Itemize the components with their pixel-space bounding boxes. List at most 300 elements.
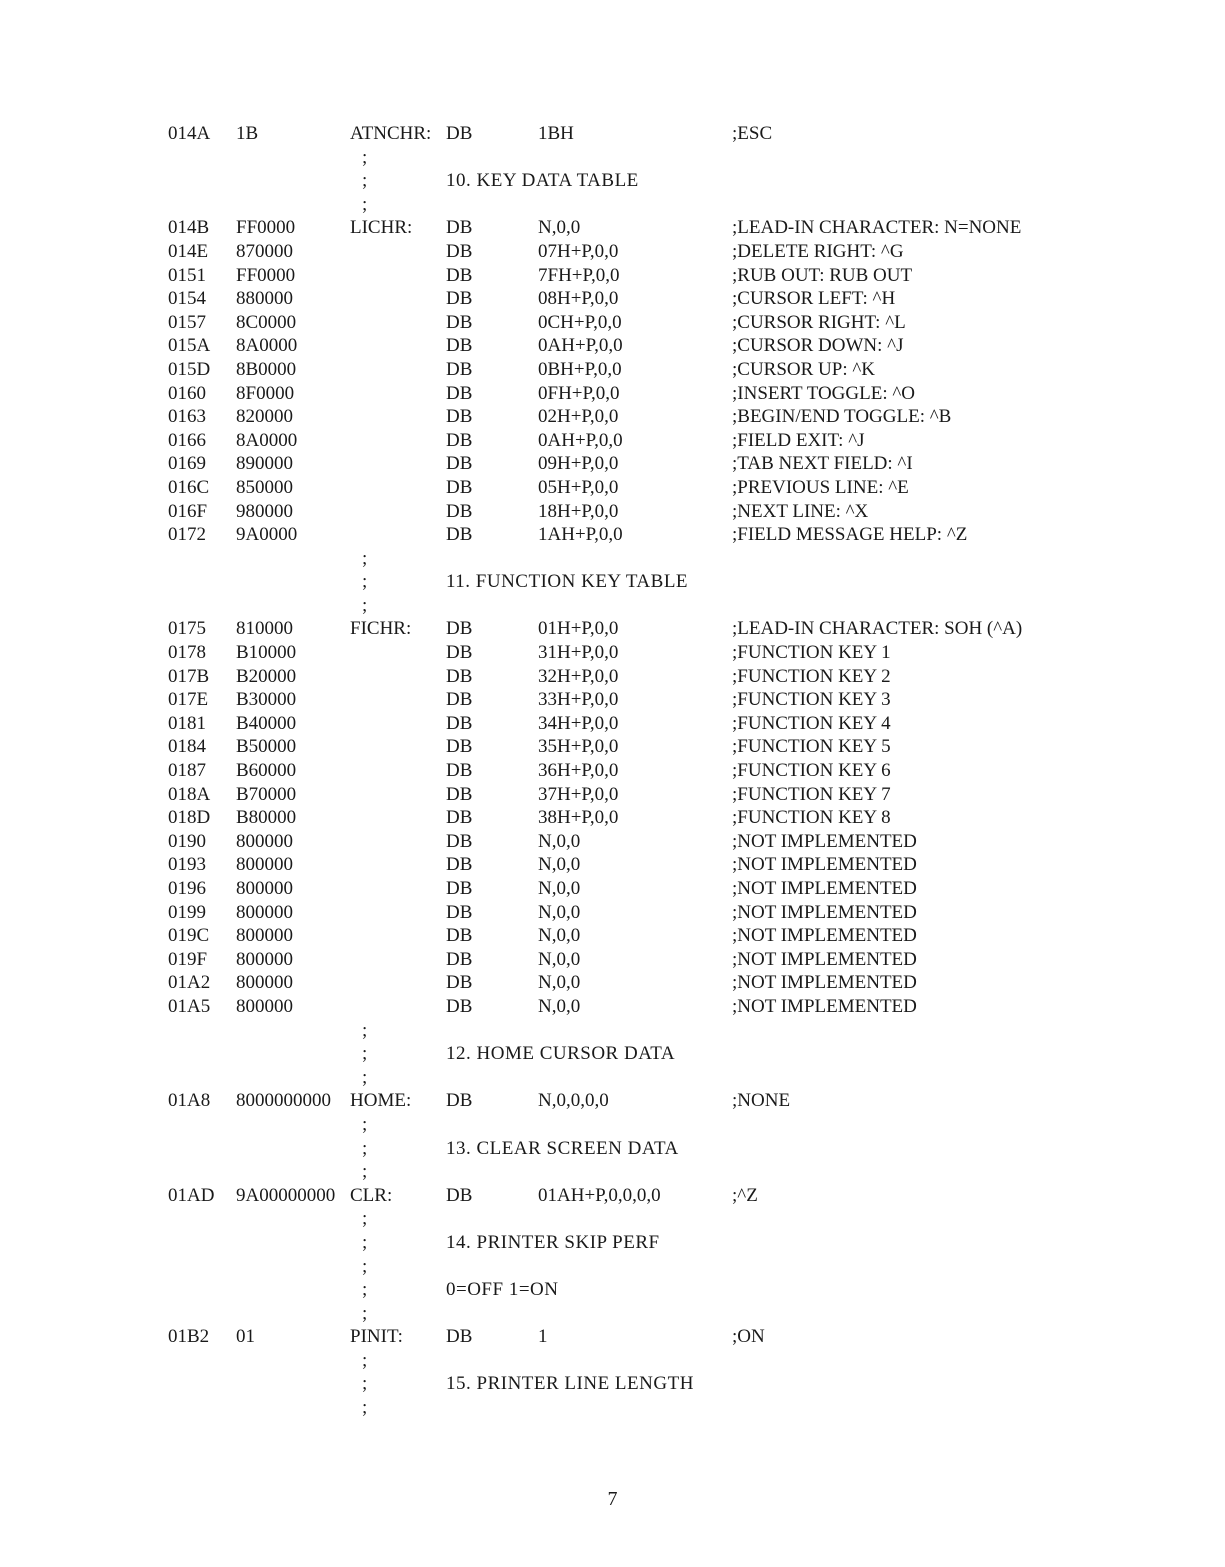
code-line [168, 216, 1178, 240]
object-code [236, 1396, 350, 1420]
code-line [168, 783, 1178, 807]
comment: ;ESC [732, 123, 773, 144]
address: 019F [168, 948, 208, 970]
address: 0184 [168, 736, 206, 758]
code-line [168, 382, 1178, 406]
comment: ;FUNCTION KEY 3 [732, 689, 891, 711]
object-code: B30000 [236, 689, 297, 711]
label [350, 688, 446, 712]
label [350, 523, 446, 547]
comment: ;LEAD-IN CHARACTER: SOH (^A) [732, 618, 1023, 640]
section-heading [168, 1231, 1178, 1255]
object-code: B70000 [236, 783, 297, 805]
code-line [168, 830, 1178, 854]
object-code [236, 1137, 350, 1161]
code-line [168, 759, 1178, 783]
object-code: 8A0000 [236, 429, 298, 451]
opcode: DB [446, 240, 473, 262]
label: HOME: [350, 1090, 412, 1112]
operand: 09H+P,0,0 [538, 453, 619, 475]
comment-separator [168, 547, 1178, 571]
address [168, 1207, 236, 1231]
code-line [168, 1184, 1178, 1208]
comment: ;^Z [732, 1184, 758, 1206]
object-code: 8A0000 [236, 335, 298, 357]
label [350, 853, 446, 877]
opcode: DB [446, 642, 473, 664]
address [168, 1042, 236, 1066]
object-code: 850000 [236, 476, 293, 498]
object-code: 1B [236, 123, 259, 144]
address: 0178 [168, 642, 206, 664]
label [350, 641, 446, 665]
object-code: B80000 [236, 807, 297, 829]
address [168, 594, 236, 618]
object-code: 8F0000 [236, 382, 295, 404]
semicolon: ; [362, 1113, 368, 1135]
opcode: DB [446, 335, 473, 357]
object-code [236, 570, 350, 594]
label: CLR: [350, 1184, 393, 1206]
section-title: 14. PRINTER SKIP PERF [446, 1231, 660, 1253]
code-line [168, 1325, 1178, 1349]
operand: 33H+P,0,0 [538, 689, 619, 711]
operand: N,0,0 [538, 995, 581, 1017]
address [168, 1349, 236, 1373]
comment: ;ON [732, 1326, 765, 1348]
comment: ;CURSOR LEFT: ^H [732, 288, 896, 310]
code-line [168, 429, 1178, 453]
comment-separator [168, 1113, 1178, 1137]
object-code [236, 1207, 350, 1231]
object-code: 810000 [236, 618, 293, 640]
object-code: FF0000 [236, 264, 296, 286]
opcode: DB [446, 830, 473, 852]
comment-separator [168, 1160, 1178, 1184]
opcode: DB [446, 783, 473, 805]
address: 0157 [168, 311, 206, 333]
address: 01A2 [168, 972, 211, 994]
opcode: DB [446, 358, 473, 380]
address [168, 547, 236, 571]
comment: ;NOT IMPLEMENTED [732, 995, 917, 1017]
opcode: DB [446, 878, 473, 899]
object-code: 01 [236, 1326, 255, 1348]
semicolon: ; [362, 1255, 368, 1277]
code-line [168, 122, 1178, 146]
object-code: B60000 [236, 760, 297, 782]
label [350, 382, 446, 406]
section-title: 10. KEY DATA TABLE [446, 170, 639, 192]
object-code: 800000 [236, 878, 293, 899]
label [350, 948, 446, 972]
address: 019C [168, 925, 210, 947]
address [168, 146, 236, 170]
object-code [236, 1278, 350, 1302]
semicolon: ; [362, 1137, 368, 1159]
code-line [168, 264, 1178, 288]
address [168, 570, 236, 594]
label [350, 264, 446, 288]
section-title: 12. HOME CURSOR DATA [446, 1043, 676, 1065]
semicolon: ; [362, 146, 368, 168]
operand: 0FH+P,0,0 [538, 382, 620, 404]
code-line [168, 924, 1178, 948]
comment: ;NOT IMPLEMENTED [732, 854, 917, 876]
label [350, 806, 446, 830]
operand: 34H+P,0,0 [538, 712, 619, 734]
opcode: DB [446, 311, 473, 333]
label [350, 240, 446, 264]
operand: 1BH [538, 123, 574, 144]
note-text: 0=OFF 1=ON [446, 1279, 559, 1301]
semicolon: ; [362, 1373, 368, 1395]
object-code: 980000 [236, 500, 293, 522]
semicolon: ; [362, 571, 368, 593]
comment: ;CURSOR UP: ^K [732, 358, 876, 380]
comment: ;FUNCTION KEY 5 [732, 736, 891, 758]
comment-separator [168, 1066, 1178, 1090]
label [350, 500, 446, 524]
semicolon: ; [362, 594, 368, 616]
label [350, 358, 446, 382]
object-code [236, 594, 350, 618]
opcode: DB [446, 618, 473, 640]
semicolon: ; [362, 1349, 368, 1371]
opcode: DB [446, 429, 473, 451]
operand: 0BH+P,0,0 [538, 358, 622, 380]
label [350, 311, 446, 335]
object-code [236, 1066, 350, 1090]
address [168, 1231, 236, 1255]
address: 0163 [168, 406, 206, 428]
address [168, 1066, 236, 1090]
operand: N,0,0 [538, 830, 581, 852]
object-code [236, 1160, 350, 1184]
object-code [236, 1019, 350, 1043]
address [168, 1372, 236, 1396]
address: 015A [168, 335, 211, 357]
address: 01A8 [168, 1090, 211, 1112]
comment: ;PREVIOUS LINE: ^E [732, 476, 909, 498]
comment: ;NEXT LINE: ^X [732, 500, 869, 522]
comment-separator [168, 594, 1178, 618]
label [350, 405, 446, 429]
opcode: DB [446, 500, 473, 522]
operand: 7FH+P,0,0 [538, 264, 620, 286]
address: 014A [168, 123, 211, 144]
assembly-listing [168, 122, 1178, 1420]
object-code: 800000 [236, 854, 293, 876]
operand: N,0,0 [538, 854, 581, 876]
comment: ;NOT IMPLEMENTED [732, 830, 917, 852]
semicolon: ; [362, 1231, 368, 1253]
operand: 36H+P,0,0 [538, 760, 619, 782]
address: 018D [168, 807, 211, 829]
comment: ;CURSOR RIGHT: ^L [732, 311, 906, 333]
address: 01A5 [168, 995, 211, 1017]
address: 01B2 [168, 1326, 210, 1348]
label [350, 971, 446, 995]
comment: ;FIELD MESSAGE HELP: ^Z [732, 524, 968, 546]
opcode: DB [446, 995, 473, 1017]
comment-separator [168, 1349, 1178, 1373]
object-code: 880000 [236, 288, 293, 310]
object-code [236, 1302, 350, 1326]
code-line [168, 334, 1178, 358]
label: PINIT: [350, 1326, 403, 1348]
address [168, 1302, 236, 1326]
object-code: 8000000000 [236, 1090, 331, 1112]
object-code [236, 1113, 350, 1137]
operand: 02H+P,0,0 [538, 406, 619, 428]
comment-separator [168, 1207, 1178, 1231]
address: 0154 [168, 288, 206, 310]
object-code: 8B0000 [236, 358, 297, 380]
opcode: DB [446, 689, 473, 711]
object-code [236, 1349, 350, 1373]
address: 01AD [168, 1184, 215, 1206]
operand: 05H+P,0,0 [538, 476, 619, 498]
address: 0196 [168, 878, 206, 899]
operand: 0AH+P,0,0 [538, 335, 623, 357]
opcode: DB [446, 807, 473, 829]
address: 016C [168, 476, 210, 498]
object-code: 8C0000 [236, 311, 297, 333]
code-line [168, 500, 1178, 524]
object-code: 9A00000000 [236, 1184, 336, 1206]
object-code: 800000 [236, 948, 293, 970]
code-line [168, 995, 1178, 1019]
comment: ;INSERT TOGGLE: ^O [732, 382, 916, 404]
label [350, 334, 446, 358]
code-line [168, 452, 1178, 476]
address: 0193 [168, 854, 206, 876]
label [350, 476, 446, 500]
label: FICHR: [350, 618, 412, 640]
comment-separator [168, 146, 1178, 170]
address: 018A [168, 783, 211, 805]
object-code: 800000 [236, 972, 293, 994]
label [350, 287, 446, 311]
operand: N,0,0,0,0 [538, 1090, 609, 1112]
semicolon: ; [362, 1208, 368, 1230]
address [168, 169, 236, 193]
opcode: DB [446, 925, 473, 947]
semicolon: ; [362, 1066, 368, 1088]
comment: ;NOT IMPLEMENTED [732, 901, 917, 923]
label: LICHR: [350, 217, 413, 239]
operand: 1 [538, 1326, 548, 1348]
operand: 38H+P,0,0 [538, 807, 619, 829]
comment: ;FUNCTION KEY 2 [732, 665, 891, 687]
opcode: DB [446, 123, 473, 144]
address: 0172 [168, 524, 206, 546]
code-line [168, 712, 1178, 736]
code-line [168, 358, 1178, 382]
semicolon: ; [362, 1019, 368, 1041]
opcode: DB [446, 712, 473, 734]
object-code: 800000 [236, 830, 293, 852]
object-code: 870000 [236, 240, 293, 262]
semicolon: ; [362, 170, 368, 192]
object-code: B40000 [236, 712, 297, 734]
section-title: 15. PRINTER LINE LENGTH [446, 1373, 694, 1395]
label [350, 759, 446, 783]
comment: ;RUB OUT: RUB OUT [732, 264, 913, 286]
comment-separator [168, 1255, 1178, 1279]
code-line [168, 948, 1178, 972]
object-code [236, 169, 350, 193]
section-heading [168, 570, 1178, 594]
object-code: B50000 [236, 736, 297, 758]
address: 0175 [168, 618, 206, 640]
label [350, 665, 446, 689]
address: 0169 [168, 453, 206, 475]
object-code: 9A0000 [236, 524, 298, 546]
comment: ;FUNCTION KEY 8 [732, 807, 891, 829]
object-code [236, 146, 350, 170]
object-code [236, 547, 350, 571]
opcode: DB [446, 1326, 473, 1348]
code-line [168, 311, 1178, 335]
object-code: 800000 [236, 901, 293, 923]
section-heading [168, 1137, 1178, 1161]
code-line [168, 523, 1178, 547]
operand: 32H+P,0,0 [538, 665, 619, 687]
opcode: DB [446, 948, 473, 970]
object-code [236, 193, 350, 217]
code-line [168, 287, 1178, 311]
semicolon: ; [362, 1161, 368, 1183]
comment-separator [168, 1302, 1178, 1326]
operand: N,0,0 [538, 217, 581, 239]
address [168, 1255, 236, 1279]
code-line [168, 806, 1178, 830]
address: 0166 [168, 429, 206, 451]
operand: 07H+P,0,0 [538, 240, 619, 262]
semicolon: ; [362, 547, 368, 569]
code-line [168, 853, 1178, 877]
semicolon: ; [362, 193, 368, 215]
address [168, 1396, 236, 1420]
comment: ;FUNCTION KEY 4 [732, 712, 891, 734]
operand: 0AH+P,0,0 [538, 429, 623, 451]
code-line [168, 617, 1178, 641]
opcode: DB [446, 901, 473, 923]
opcode: DB [446, 288, 473, 310]
opcode: DB [446, 217, 473, 239]
object-code: 820000 [236, 406, 293, 428]
address: 014E [168, 240, 209, 262]
comment: ;NOT IMPLEMENTED [732, 972, 917, 994]
opcode: DB [446, 665, 473, 687]
code-line [168, 901, 1178, 925]
code-line [168, 641, 1178, 665]
operand: 1AH+P,0,0 [538, 524, 623, 546]
opcode: DB [446, 760, 473, 782]
label [350, 877, 446, 901]
operand: 31H+P,0,0 [538, 642, 619, 664]
address [168, 1113, 236, 1137]
object-code: 890000 [236, 453, 293, 475]
opcode: DB [446, 264, 473, 286]
comment: ;FUNCTION KEY 7 [732, 783, 891, 805]
comment: ;CURSOR DOWN: ^J [732, 335, 904, 357]
comment: ;DELETE RIGHT: ^G [732, 240, 904, 262]
address [168, 1278, 236, 1302]
comment: ;TAB NEXT FIELD: ^I [732, 453, 913, 475]
opcode: DB [446, 854, 473, 876]
code-line [168, 1089, 1178, 1113]
operand: N,0,0 [538, 972, 581, 994]
operand: N,0,0 [538, 925, 581, 947]
operand: 08H+P,0,0 [538, 288, 619, 310]
opcode: DB [446, 1090, 473, 1112]
operand: 01AH+P,0,0,0,0 [538, 1184, 661, 1206]
address: 0151 [168, 264, 206, 286]
page-number: 7 [607, 1488, 618, 1510]
address: 017E [168, 689, 209, 711]
address: 016F [168, 500, 208, 522]
object-code: B10000 [236, 642, 297, 664]
label [350, 830, 446, 854]
address [168, 1160, 236, 1184]
section-title: 13. CLEAR SCREEN DATA [446, 1137, 679, 1159]
section-title: 11. FUNCTION KEY TABLE [446, 571, 689, 593]
code-line [168, 971, 1178, 995]
comment-note [168, 1278, 1178, 1302]
semicolon: ; [362, 1397, 368, 1419]
object-code [236, 1231, 350, 1255]
label [350, 452, 446, 476]
code-line [168, 405, 1178, 429]
comment: ;LEAD-IN CHARACTER: N=NONE [732, 217, 1022, 239]
opcode: DB [446, 406, 473, 428]
comment: ;NOT IMPLEMENTED [732, 925, 917, 947]
comment-separator [168, 193, 1178, 217]
opcode: DB [446, 476, 473, 498]
comment: ;FUNCTION KEY 6 [732, 760, 891, 782]
address: 015D [168, 358, 211, 380]
section-heading [168, 169, 1178, 193]
address: 0199 [168, 901, 206, 923]
comment: ;NOT IMPLEMENTED [732, 948, 917, 970]
operand: 37H+P,0,0 [538, 783, 619, 805]
label [350, 712, 446, 736]
code-line [168, 688, 1178, 712]
label: ATNCHR: [350, 123, 432, 144]
object-code [236, 1042, 350, 1066]
label [350, 429, 446, 453]
comment: ;BEGIN/END TOGGLE: ^B [732, 406, 952, 428]
comment: ;NONE [732, 1090, 791, 1112]
label [350, 924, 446, 948]
object-code: B20000 [236, 665, 297, 687]
comment: ;FIELD EXIT: ^J [732, 429, 865, 451]
comment: ;NOT IMPLEMENTED [732, 878, 917, 899]
label [350, 735, 446, 759]
section-heading [168, 1042, 1178, 1066]
operand: 18H+P,0,0 [538, 500, 619, 522]
opcode: DB [446, 736, 473, 758]
address [168, 1019, 236, 1043]
code-line [168, 735, 1178, 759]
opcode: DB [446, 382, 473, 404]
semicolon: ; [362, 1043, 368, 1065]
label [350, 783, 446, 807]
opcode: DB [446, 524, 473, 546]
